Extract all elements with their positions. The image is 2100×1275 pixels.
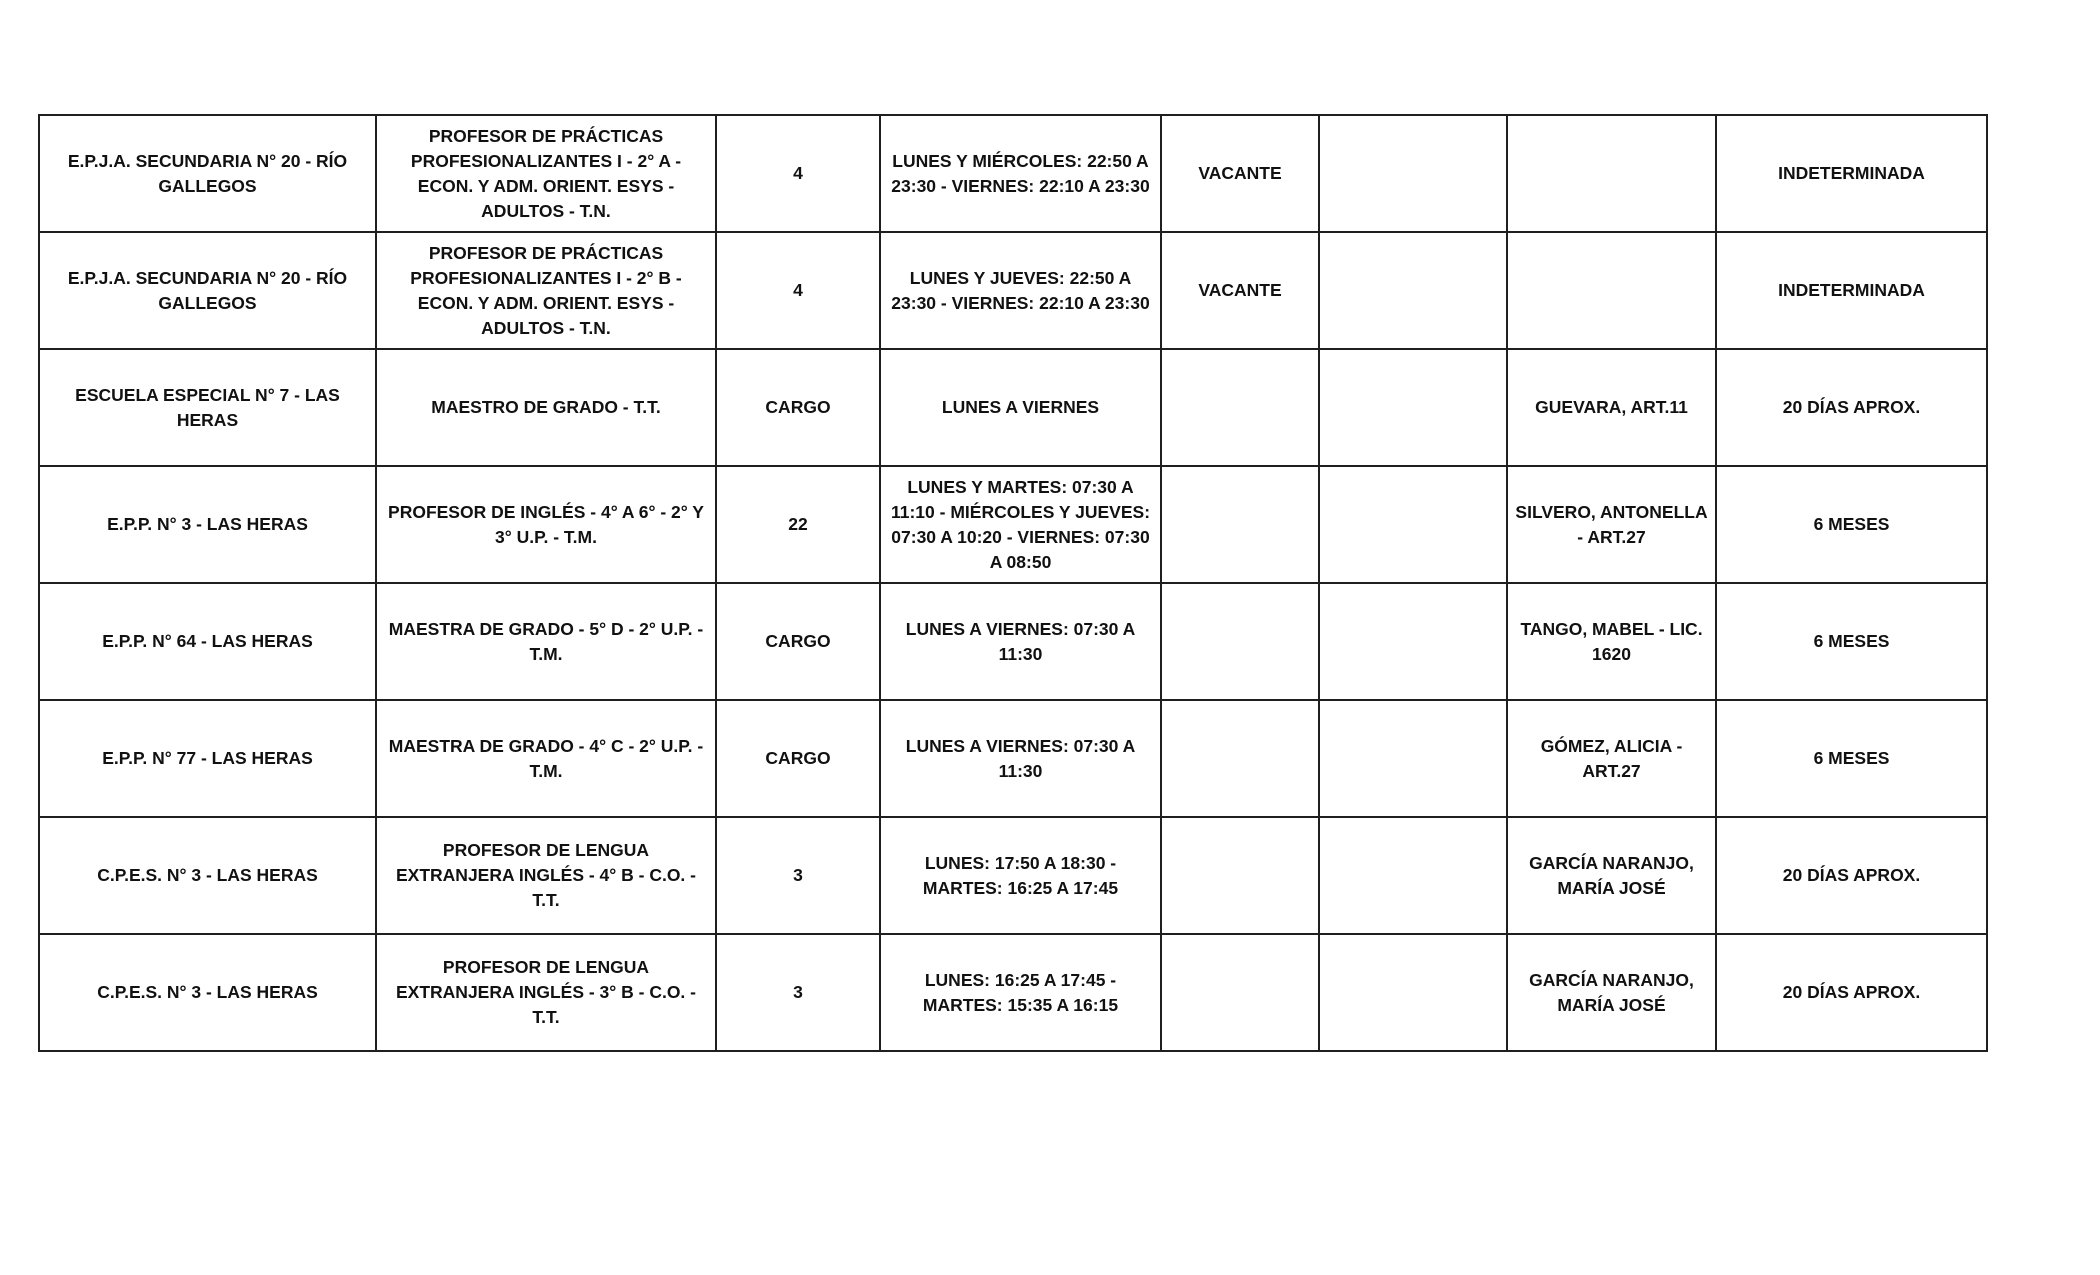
hours-cell: 4 xyxy=(716,115,880,232)
schedule-cell: LUNES Y MARTES: 07:30 A 11:10 - MIÉRCOLES Y JUEVES: 07:30 A 10:20 - VIERNES: 07:30 A 08:50 xyxy=(880,466,1161,583)
position-cell: MAESTRO DE GRADO - T.T. xyxy=(376,349,716,466)
replacement-cell xyxy=(1507,115,1716,232)
school-cell: C.P.E.S. N° 3 - LAS HERAS xyxy=(39,817,376,934)
replacement-cell: GARCÍA NARANJO, MARÍA JOSÉ xyxy=(1507,817,1716,934)
status-cell xyxy=(1161,349,1319,466)
school-cell: C.P.E.S. N° 3 - LAS HERAS xyxy=(39,934,376,1051)
status-cell xyxy=(1161,466,1319,583)
school-cell: ESCUELA ESPECIAL N° 7 - LAS HERAS xyxy=(39,349,376,466)
schedule-cell: LUNES Y MIÉRCOLES: 22:50 A 23:30 - VIERNES: 22:10 A 23:30 xyxy=(880,115,1161,232)
replacement-cell: GÓMEZ, ALICIA - ART.27 xyxy=(1507,700,1716,817)
school-cell: E.P.J.A. SECUNDARIA N° 20 - RÍO GALLEGOS xyxy=(39,232,376,349)
hours-cell: CARGO xyxy=(716,700,880,817)
table-row xyxy=(39,700,1987,817)
schedule-cell: LUNES: 16:25 A 17:45 - MARTES: 15:35 A 16:15 xyxy=(880,934,1161,1051)
status-cell xyxy=(1161,934,1319,1051)
position-cell: PROFESOR DE PRÁCTICAS PROFESIONALIZANTES I - 2° B - ECON. Y ADM. ORIENT. ESYS - ADULTOS - T.N. xyxy=(376,232,716,349)
replacement-cell xyxy=(1507,232,1716,349)
table-row xyxy=(39,934,1987,1051)
hours-cell: CARGO xyxy=(716,349,880,466)
position-cell: PROFESOR DE LENGUA EXTRANJERA INGLÉS - 4° B - C.O. - T.T. xyxy=(376,817,716,934)
empty-cell xyxy=(1319,817,1507,934)
replacement-cell: SILVERO, ANTONELLA - ART.27 xyxy=(1507,466,1716,583)
position-cell: PROFESOR DE INGLÉS - 4° A 6° - 2° Y 3° U.P. - T.M. xyxy=(376,466,716,583)
status-cell xyxy=(1161,817,1319,934)
schedule-cell: LUNES Y JUEVES: 22:50 A 23:30 - VIERNES: 22:10 A 23:30 xyxy=(880,232,1161,349)
table-row xyxy=(39,817,1987,934)
hours-cell: 3 xyxy=(716,817,880,934)
duration-cell: INDETERMINADA xyxy=(1716,232,1987,349)
table-row xyxy=(39,232,1987,349)
status-cell xyxy=(1161,583,1319,700)
replacement-cell: GARCÍA NARANJO, MARÍA JOSÉ xyxy=(1507,934,1716,1051)
empty-cell xyxy=(1319,466,1507,583)
duration-cell: 6 MESES xyxy=(1716,466,1987,583)
position-cell: PROFESOR DE LENGUA EXTRANJERA INGLÉS - 3° B - C.O. - T.T. xyxy=(376,934,716,1051)
empty-cell xyxy=(1319,700,1507,817)
duration-cell: 6 MESES xyxy=(1716,700,1987,817)
hours-cell: 22 xyxy=(716,466,880,583)
empty-cell xyxy=(1319,583,1507,700)
schedule-cell: LUNES A VIERNES xyxy=(880,349,1161,466)
duration-cell: 6 MESES xyxy=(1716,583,1987,700)
school-cell: E.P.P. N° 3 - LAS HERAS xyxy=(39,466,376,583)
table-row xyxy=(39,115,1987,232)
table-row xyxy=(39,349,1987,466)
empty-cell xyxy=(1319,349,1507,466)
replacement-cell: TANGO, MABEL - LIC. 1620 xyxy=(1507,583,1716,700)
hours-cell: 3 xyxy=(716,934,880,1051)
schedule-cell: LUNES A VIERNES: 07:30 A 11:30 xyxy=(880,583,1161,700)
duration-cell: INDETERMINADA xyxy=(1716,115,1987,232)
school-cell: E.P.P. N° 77 - LAS HERAS xyxy=(39,700,376,817)
table-row xyxy=(39,466,1987,583)
schedule-cell: LUNES A VIERNES: 07:30 A 11:30 xyxy=(880,700,1161,817)
replacement-cell: GUEVARA, ART.11 xyxy=(1507,349,1716,466)
empty-cell xyxy=(1319,115,1507,232)
empty-cell xyxy=(1319,934,1507,1051)
duration-cell: 20 DÍAS APROX. xyxy=(1716,934,1987,1051)
vacancy-table xyxy=(38,114,1988,1052)
school-cell: E.P.J.A. SECUNDARIA N° 20 - RÍO GALLEGOS xyxy=(39,115,376,232)
table-row xyxy=(39,583,1987,700)
position-cell: MAESTRA DE GRADO - 4° C - 2° U.P. - T.M. xyxy=(376,700,716,817)
status-cell: VACANTE xyxy=(1161,115,1319,232)
hours-cell: 4 xyxy=(716,232,880,349)
position-cell: PROFESOR DE PRÁCTICAS PROFESIONALIZANTES I - 2° A - ECON. Y ADM. ORIENT. ESYS - ADULTOS - T.N. xyxy=(376,115,716,232)
duration-cell: 20 DÍAS APROX. xyxy=(1716,349,1987,466)
status-cell: VACANTE xyxy=(1161,232,1319,349)
duration-cell: 20 DÍAS APROX. xyxy=(1716,817,1987,934)
school-cell: E.P.P. N° 64 - LAS HERAS xyxy=(39,583,376,700)
status-cell xyxy=(1161,700,1319,817)
empty-cell xyxy=(1319,232,1507,349)
schedule-cell: LUNES: 17:50 A 18:30 - MARTES: 16:25 A 17:45 xyxy=(880,817,1161,934)
hours-cell: CARGO xyxy=(716,583,880,700)
position-cell: MAESTRA DE GRADO - 5° D - 2° U.P. - T.M. xyxy=(376,583,716,700)
